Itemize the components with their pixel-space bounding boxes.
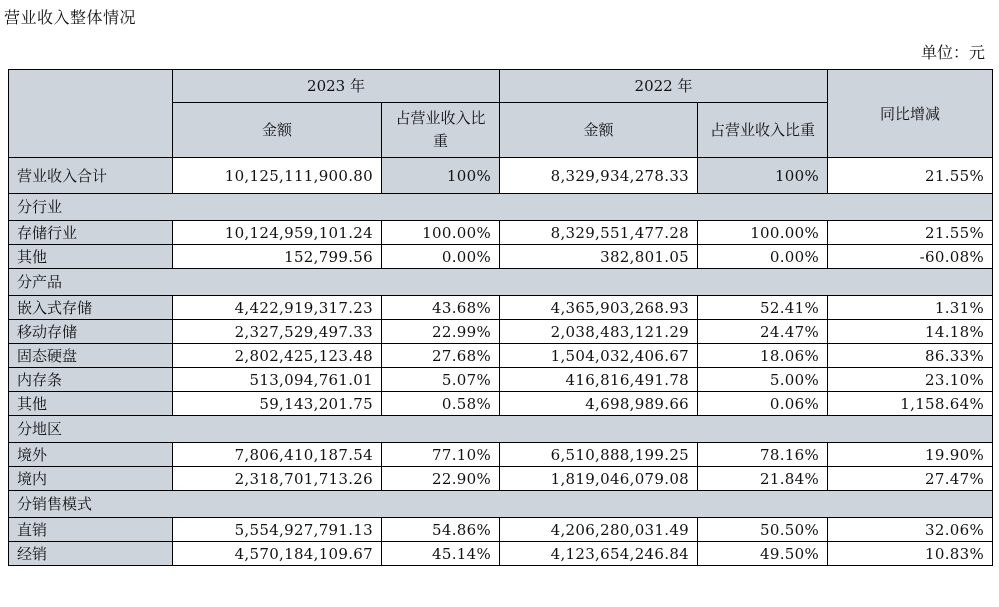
amount-2023-cell: 152,799.56 — [173, 245, 382, 269]
section-title: 分地区 — [9, 416, 993, 443]
table-row — [9, 320, 993, 344]
section-title: 分销售模式 — [9, 491, 993, 518]
header-amount-2022: 金额 — [500, 103, 698, 158]
amount-2023-cell: 2,802,425,123.48 — [173, 344, 382, 368]
table-body — [9, 158, 993, 566]
amount-2023-cell: 2,327,529,497.33 — [173, 320, 382, 344]
share-2023-cell: 45.14% — [382, 542, 500, 566]
section-row-sales-model — [9, 491, 993, 518]
share-2022-cell: 100.00% — [698, 221, 828, 245]
total-yoy: 21.55% — [828, 158, 993, 194]
share-2023-cell: 5.07% — [382, 368, 500, 392]
header-yoy: 同比增减 — [828, 70, 993, 158]
table-row — [9, 467, 993, 491]
share-2023-cell: 22.99% — [382, 320, 500, 344]
share-2023-cell: 43.68% — [382, 296, 500, 320]
yoy-cell: 21.55% — [828, 221, 993, 245]
amount-2022-cell: 4,123,654,246.84 — [500, 542, 698, 566]
row-label: 内存条 — [9, 368, 173, 392]
section-row-product — [9, 269, 993, 296]
share-2023-cell: 22.90% — [382, 467, 500, 491]
share-2022-cell: 0.00% — [698, 245, 828, 269]
total-share-2023: 100% — [382, 158, 500, 194]
table-row — [9, 443, 993, 467]
share-2023-cell: 54.86% — [382, 518, 500, 542]
table-row — [9, 245, 993, 269]
table-row — [9, 368, 993, 392]
total-label: 营业收入合计 — [9, 158, 173, 194]
row-label: 存储行业 — [9, 221, 173, 245]
total-row — [9, 158, 993, 194]
header-share-2022: 占营业收入比重 — [698, 103, 828, 158]
row-label: 固态硬盘 — [9, 344, 173, 368]
row-label: 嵌入式存储 — [9, 296, 173, 320]
section-row-industry — [9, 194, 993, 221]
yoy-cell: 19.90% — [828, 443, 993, 467]
row-label: 其他 — [9, 392, 173, 416]
amount-2022-cell: 1,504,032,406.67 — [500, 344, 698, 368]
table-row — [9, 221, 993, 245]
share-2022-cell: 52.41% — [698, 296, 828, 320]
total-share-2022: 100% — [698, 158, 828, 194]
section-title: 分产品 — [9, 269, 993, 296]
row-label: 境外 — [9, 443, 173, 467]
header-amount-2023: 金额 — [173, 103, 382, 158]
row-label: 移动存储 — [9, 320, 173, 344]
header-share-2023: 占营业收入比重 — [382, 103, 500, 158]
header-year-2022: 2022 年 — [500, 70, 828, 103]
table-row — [9, 344, 993, 368]
table-row — [9, 518, 993, 542]
header-corner-cell — [9, 70, 173, 158]
table-header — [9, 70, 993, 158]
amount-2023-cell: 4,570,184,109.67 — [173, 542, 382, 566]
amount-2023-cell: 10,124,959,101.24 — [173, 221, 382, 245]
amount-2023-cell: 59,143,201.75 — [173, 392, 382, 416]
header-year-2023: 2023 年 — [173, 70, 500, 103]
amount-2023-cell: 4,422,919,317.23 — [173, 296, 382, 320]
share-2022-cell: 50.50% — [698, 518, 828, 542]
yoy-cell: 23.10% — [828, 368, 993, 392]
row-label: 其他 — [9, 245, 173, 269]
share-2022-cell: 21.84% — [698, 467, 828, 491]
share-2023-cell: 0.58% — [382, 392, 500, 416]
share-2022-cell: 18.06% — [698, 344, 828, 368]
amount-2022-cell: 4,698,989.66 — [500, 392, 698, 416]
share-2023-cell: 0.00% — [382, 245, 500, 269]
table-row — [9, 542, 993, 566]
revenue-table — [8, 69, 993, 566]
total-amount-2022: 8,329,934,278.33 — [500, 158, 698, 194]
amount-2022-cell: 4,206,280,031.49 — [500, 518, 698, 542]
section-title: 分行业 — [9, 194, 993, 221]
yoy-cell: 1.31% — [828, 296, 993, 320]
amount-2023-cell: 5,554,927,791.13 — [173, 518, 382, 542]
amount-2022-cell: 2,038,483,121.29 — [500, 320, 698, 344]
table-row — [9, 392, 993, 416]
amount-2023-cell: 513,094,761.01 — [173, 368, 382, 392]
amount-2023-cell: 2,318,701,713.26 — [173, 467, 382, 491]
share-2023-cell: 27.68% — [382, 344, 500, 368]
page-title: 营业收入整体情况 — [4, 8, 137, 27]
unit-label: 单位：元 — [920, 43, 985, 62]
yoy-cell: 1,158.64% — [828, 392, 993, 416]
row-label: 经销 — [9, 542, 173, 566]
yoy-cell: 32.06% — [828, 518, 993, 542]
total-amount-2023: 10,125,111,900.80 — [173, 158, 382, 194]
share-2022-cell: 0.06% — [698, 392, 828, 416]
share-2023-cell: 77.10% — [382, 443, 500, 467]
amount-2022-cell: 416,816,491.78 — [500, 368, 698, 392]
amount-2023-cell: 7,806,410,187.54 — [173, 443, 382, 467]
section-row-region — [9, 416, 993, 443]
row-label: 直销 — [9, 518, 173, 542]
amount-2022-cell: 382,801.05 — [500, 245, 698, 269]
share-2022-cell: 24.47% — [698, 320, 828, 344]
amount-2022-cell: 1,819,046,079.08 — [500, 467, 698, 491]
share-2022-cell: 49.50% — [698, 542, 828, 566]
share-2022-cell: 78.16% — [698, 443, 828, 467]
amount-2022-cell: 6,510,888,199.25 — [500, 443, 698, 467]
yoy-cell: 14.18% — [828, 320, 993, 344]
amount-2022-cell: 8,329,551,477.28 — [500, 221, 698, 245]
yoy-cell: -60.08% — [828, 245, 993, 269]
yoy-cell: 86.33% — [828, 344, 993, 368]
yoy-cell: 27.47% — [828, 467, 993, 491]
table-row — [9, 296, 993, 320]
share-2023-cell: 100.00% — [382, 221, 500, 245]
share-2022-cell: 5.00% — [698, 368, 828, 392]
yoy-cell: 10.83% — [828, 542, 993, 566]
row-label: 境内 — [9, 467, 173, 491]
amount-2022-cell: 4,365,903,268.93 — [500, 296, 698, 320]
